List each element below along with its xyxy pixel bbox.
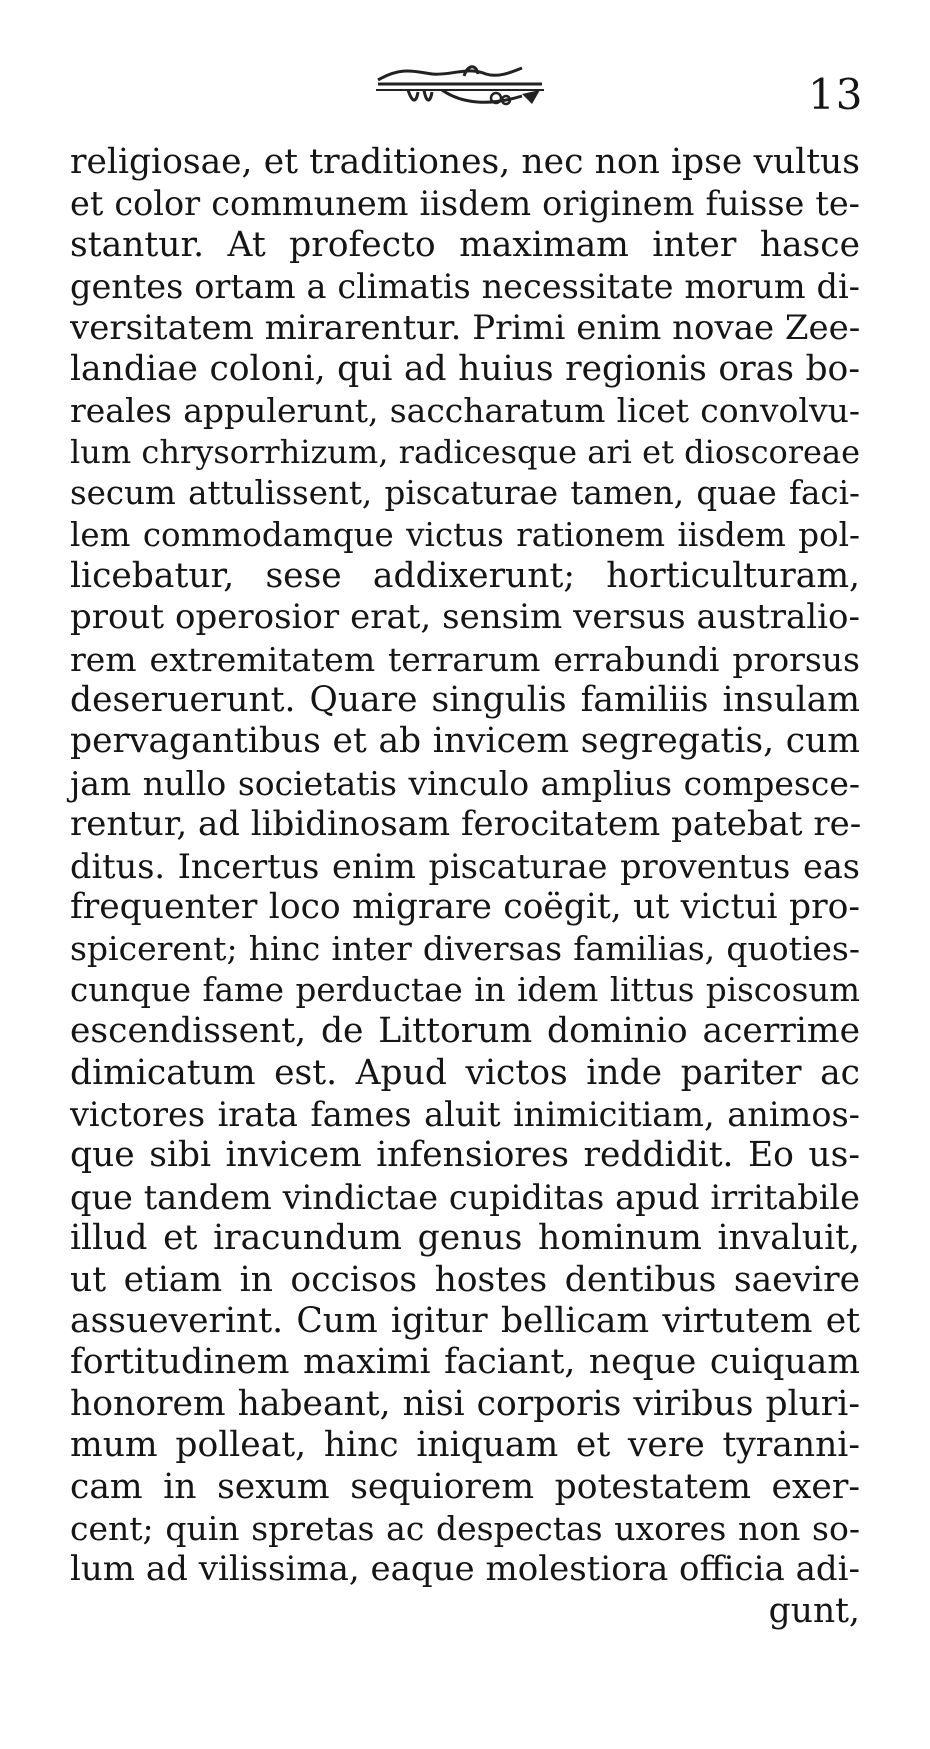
text-line: lum ad vilissima, eaque molestiora officia adi- [70, 1549, 860, 1590]
text-line: spicerent; hinc inter diversas familias, quoties- [70, 929, 860, 969]
text-line: assueverint. Cum igitur bellicam virtutem et [70, 1300, 860, 1341]
text-line: victores irata fames aluit inimicitiam, animos- [70, 1094, 860, 1134]
text-line: licebatur, sese addixerunt; horticulturam, [70, 555, 860, 596]
text-line: secum attulissent, piscaturae tamen, quae faci- [70, 474, 860, 513]
text-line: escendissent, de Littorum dominio acerrime [70, 1011, 860, 1052]
page-number: 13 [808, 70, 864, 119]
catchword: gunt, [768, 1590, 860, 1631]
text-line: prout operosior erat, sensim versus australio- [70, 597, 860, 638]
text-line: landiae coloni, qui ad huius regionis oras bo- [70, 348, 860, 389]
text-line: fortitudinem maximi faciant, neque cuiquam [70, 1342, 860, 1383]
text-line: rentur, ad libidinosam ferocitatem patebat re- [70, 804, 862, 845]
text-line: que tandem vindictae cupiditas apud irritabile [70, 1177, 860, 1217]
text-line: cent; quin spretas ac despectas uxores non so- [70, 1508, 860, 1548]
text-line: pervagantibus et ab invicem segregatis, cum [70, 721, 860, 762]
text-line: honorem habeant, nisi corporis viribus pluri- [70, 1383, 860, 1424]
text-line: deseruerunt. Quare singulis familiis insulam [70, 680, 860, 721]
text-line: lem commodamque victus rationem iisdem pol- [70, 515, 860, 554]
text-line: mum polleat, hinc iniquam et vere tyranni- [70, 1425, 860, 1466]
text-line: rem extremitatem terrarum errabundi prorsus [70, 639, 860, 679]
text-line: jam nullo societatis vinculo amplius compesce- [70, 763, 860, 803]
text-line: que sibi invicem infensiores reddidit. Eo us- [70, 1135, 860, 1176]
text-line: illud et iracundum genus hominum invaluit, [70, 1218, 860, 1259]
text-line: stantur. At profecto maximam inter hasce [70, 224, 860, 265]
text-line: lum chrysorrhizum, radicesque ari et dioscoreae [70, 432, 860, 471]
text-line: reales appulerunt, saccharatum licet convolvu- [70, 391, 860, 431]
text-line: versitatem mirarentur. Primi enim novae Zee- [70, 307, 861, 348]
text-line: religiosae, et traditiones, nec non ipse vultus [70, 142, 860, 182]
header-ornament [372, 60, 548, 118]
text-line: ditus. Incertus enim piscaturae proventus eas [70, 846, 860, 886]
text-line: gentes ortam a climatis necessitate morum di- [70, 267, 860, 307]
text-line: cunque fame perductae in idem littus piscosum [70, 970, 860, 1009]
text-line: dimicatum est. Apud victos inde pariter ac [70, 1052, 860, 1093]
text-line: et color communem iisdem originem fuisse te- [70, 184, 860, 224]
text-line: ut etiam in occisos hostes dentibus saevire [70, 1259, 860, 1300]
text-line: cam in sexum sequiorem potestatem exer- [70, 1466, 860, 1507]
body-text [70, 142, 860, 1632]
text-line: frequenter loco migrare coëgit, ut victui pro- [70, 887, 860, 928]
